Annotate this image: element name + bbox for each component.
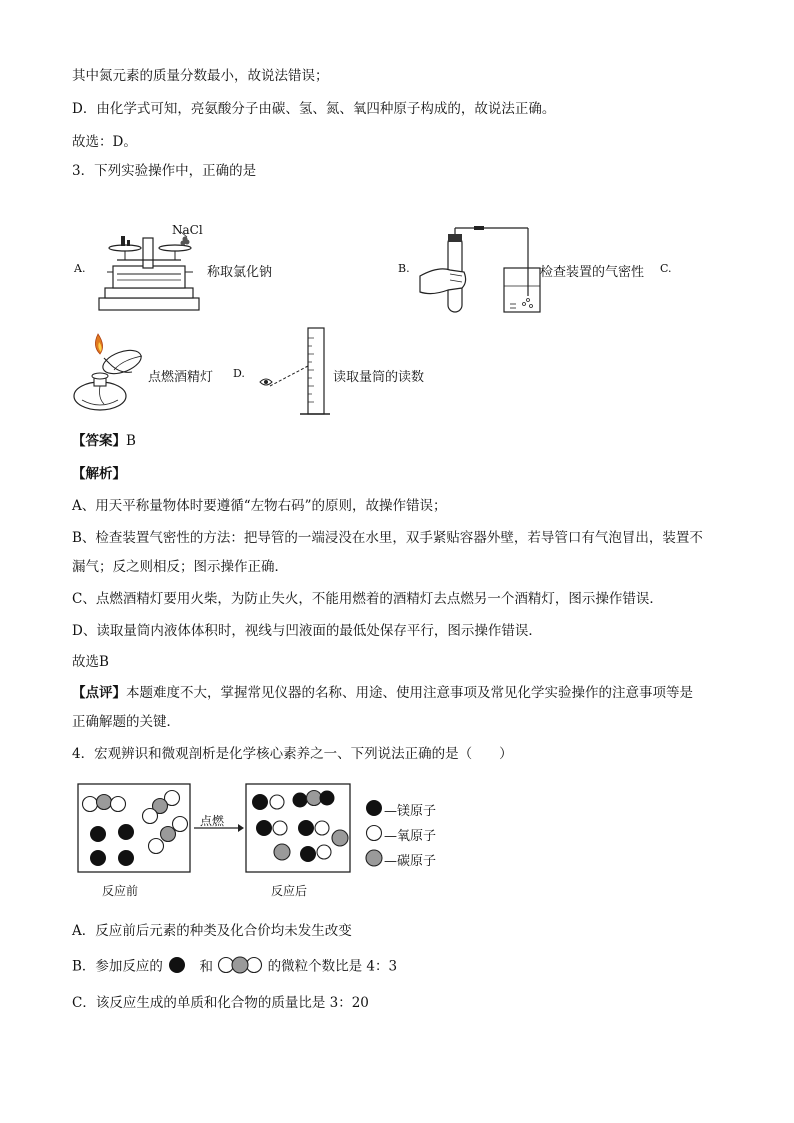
nacl-label: NaCl — [172, 223, 203, 237]
question-4-stem: 4．宏观辨识和微观剖析是化学核心素养之一、下列说法正确的是（ ） — [72, 746, 513, 762]
analysis-open: 【 — [72, 466, 86, 482]
atom-o — [317, 845, 331, 859]
option-c-letter: C. — [660, 262, 672, 275]
text-line-3: 故选：D。 — [72, 134, 137, 150]
legend-c-label: —碳原子 — [384, 854, 437, 869]
atom-o — [149, 839, 164, 854]
option-a-letter: A. — [74, 262, 86, 275]
after-caption: 反应后 — [271, 884, 308, 898]
atom-c — [274, 844, 290, 860]
alcohol-lamp-illustration — [70, 330, 152, 416]
analysis-choice: 故选B — [72, 654, 109, 670]
q4-option-c: C．该反应生成的单质和化合物的质量比是 3：20 — [72, 995, 369, 1011]
atom-c — [97, 795, 112, 810]
atom-mg — [320, 791, 335, 806]
text-line-2: D．由化学式可知，亮氨酸分子由碳、氢、氮、氧四种原子构成的，故说法正确。 — [72, 101, 556, 117]
atom-o — [143, 809, 158, 824]
analysis-b-line-2: 漏气；反之则相反；图示操作正确． — [72, 559, 288, 575]
q4-option-b — [72, 957, 397, 977]
legend-c-icon — [366, 850, 382, 866]
reaction-diagram — [74, 780, 374, 880]
option-c-label: 点燃酒精灯 — [148, 370, 214, 385]
atom-o — [111, 797, 126, 812]
q4-option-b-suffix: 的微粒个数比是 4：3 — [267, 958, 398, 975]
atom-mg — [118, 850, 134, 866]
comment-text-1: 本题难度不大，掌握常见仪器的名称、用途、使用注意事项及常见化学实验操作的注意事项等是 — [126, 685, 693, 701]
atom-o — [83, 797, 98, 812]
mg-atom-icon — [167, 955, 187, 975]
analysis-b-line-1: B、检查装置气密性的方法：把导管的一端浸没在水里，双手紧贴容器外壁，若导管口有气泡冒出，装置不 — [72, 530, 703, 546]
comment-line-1 — [72, 684, 693, 702]
atom-mg — [293, 793, 308, 808]
atom-c — [161, 827, 176, 842]
text-line-1: 其中氮元素的质量分数最小，故说法错误； — [72, 68, 329, 84]
option-d-letter: D. — [233, 367, 245, 380]
graduated-cylinder-illustration — [256, 324, 332, 422]
atom-c — [307, 791, 322, 806]
atom-mg — [252, 794, 268, 810]
atom-o — [270, 795, 284, 809]
answer-close: 】 — [112, 433, 126, 449]
option-b-letter: B. — [398, 262, 410, 275]
atom-o — [273, 821, 287, 835]
analysis-header — [72, 465, 126, 483]
answer-tag: 答案 — [85, 433, 113, 449]
option-a-label: 称取氯化钠 — [207, 265, 273, 280]
comment-tag: 【点评】 — [72, 685, 126, 701]
legend-icons — [364, 798, 386, 868]
q4-option-b-mid: 和 — [199, 958, 214, 975]
airtightness-illustration — [418, 226, 542, 318]
atom-mg — [118, 824, 134, 840]
reaction-condition-label: 点燃 — [200, 814, 225, 828]
comment-line-2: 正确解题的关键． — [72, 714, 180, 730]
option-b-label: 检查装置的气密性 — [540, 265, 645, 280]
option-d-label: 读取量筒的读数 — [333, 370, 425, 385]
answer-line — [72, 432, 136, 450]
atom-mg — [298, 820, 314, 836]
question-3-stem: 3．下列实验操作中，正确的是 — [72, 163, 257, 179]
analysis-c: C、点燃酒精灯要用火柴，为防止失火，不能用燃着的酒精灯去点燃另一个酒精灯，图示操作错误． — [72, 591, 663, 607]
legend-mg-label: —镁原子 — [384, 804, 437, 819]
legend-o-icon — [367, 826, 382, 841]
atom-mg — [90, 850, 106, 866]
analysis-close: 】 — [112, 466, 126, 482]
q4-option-b-prefix: B．参加反应的 — [72, 958, 163, 975]
atom-o — [315, 821, 329, 835]
analysis-a: A、用天平称量物体时要遵循“左物右码”的原则，故操作错误； — [72, 498, 447, 514]
q4-option-a: A．反应前后元素的种类及化合价均未发生改变 — [72, 923, 352, 939]
atom-mg — [90, 826, 106, 842]
atom-o — [173, 817, 188, 832]
co2-molecule-icon — [217, 955, 263, 975]
answer-value: B — [126, 433, 136, 449]
legend-o-label: —氧原子 — [384, 829, 437, 844]
answer-open: 【 — [72, 433, 86, 449]
atom-mg — [300, 846, 316, 862]
atom-c — [332, 830, 348, 846]
analysis-tag: 解析 — [85, 466, 113, 482]
atom-mg — [256, 820, 272, 836]
legend-mg-icon — [366, 800, 382, 816]
before-caption: 反应前 — [102, 884, 139, 898]
analysis-d: D、读取量筒内液体体积时，视线与凹液面的最低处保存平行，图示操作错误． — [72, 623, 542, 639]
